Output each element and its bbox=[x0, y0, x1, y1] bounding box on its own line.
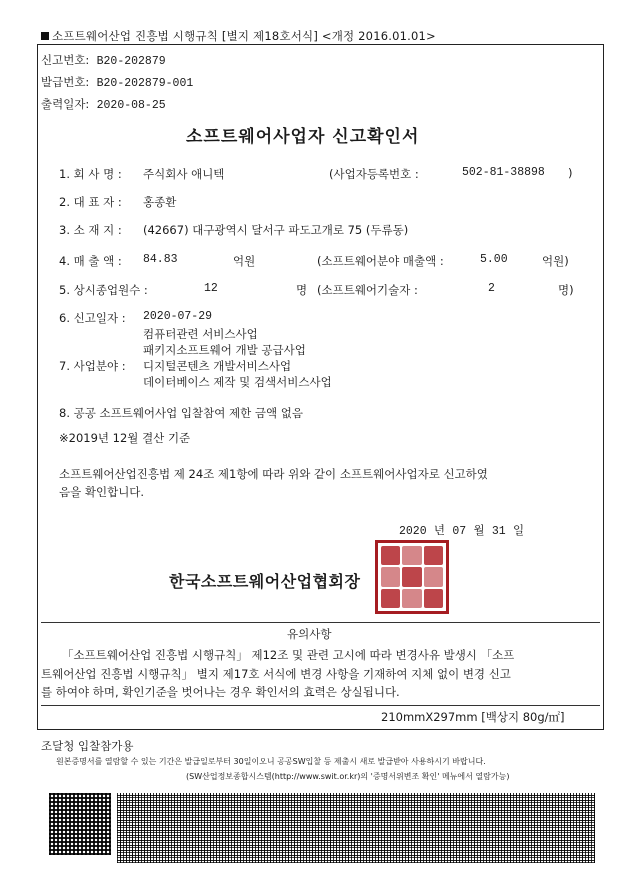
notice-line-3: 를 하여야 하며, 확인기준을 벗어나는 경우 확인서의 효력은 상실됩니다. bbox=[41, 685, 400, 699]
form-reference: 소프트웨어산업 진흥법 시행규칙 [별지 제18호서식] <개정 2016.01.01> bbox=[41, 28, 436, 44]
sw-sales-value: 5.00 bbox=[480, 253, 508, 266]
qr-code bbox=[49, 793, 111, 855]
business-field-2: 패키지소프트웨어 개발 공급사업 bbox=[143, 343, 306, 357]
business-field-label: 7. 사업분야 : bbox=[59, 359, 126, 373]
sales-value: 84.83 bbox=[143, 253, 178, 266]
ceo-name: 홍종환 bbox=[143, 195, 177, 209]
site-note: (SW산업정보종합시스템(http://www.swit.or.kr)의 '증명서위변조 확인' 메뉴에서 열람가능) bbox=[186, 772, 510, 781]
notice-heading: 유의사항 bbox=[287, 627, 332, 641]
issue-date: 2020 년 07 월 31 일 bbox=[399, 523, 525, 538]
page-title: 소프트웨어사업자 신고확인서 bbox=[186, 127, 420, 147]
report-date: 2020-07-29 bbox=[143, 310, 213, 323]
address: (42667) 대구광역시 달서구 파도고개로 75 (두류동) bbox=[143, 223, 409, 237]
paper-spec: 210mmX297mm [백상지 80g/㎡] bbox=[381, 710, 565, 724]
report-number: 신고번호: B20-202879 bbox=[41, 53, 166, 68]
sales-unit: 억원 bbox=[233, 254, 256, 268]
confirmation-text-2: 음을 확인합니다. bbox=[59, 485, 145, 499]
sw-sales-label: (소프트웨어분야 매출액 : bbox=[317, 254, 444, 268]
business-field-3: 디지털콘텐츠 개발서비스사업 bbox=[143, 359, 292, 373]
print-date: 출력일자: 2020-08-25 bbox=[41, 97, 166, 112]
procurement-use: 조달청 입찰참가용 bbox=[41, 739, 134, 753]
settlement-note: ※2019년 12월 결산 기준 bbox=[59, 431, 191, 445]
employees-unit: 명 bbox=[296, 283, 308, 297]
confirmation-text-1: 소프트웨어산업진흥법 제 24조 제1항에 따라 위와 같이 소프트웨어사업자로 신고하였 bbox=[59, 467, 488, 481]
sales-label: 4. 매 출 액 : bbox=[59, 254, 122, 268]
sw-tech-label: (소프트웨어기술자 : bbox=[317, 283, 418, 297]
issue-number: 발급번호: B20-202879-001 bbox=[41, 75, 194, 90]
company-label: 1. 회 사 명 : bbox=[59, 167, 122, 181]
bid-limit: 8. 공공 소프트웨어사업 입찰참여 제한 금액 없음 bbox=[59, 406, 303, 420]
sw-tech-value: 2 bbox=[488, 282, 495, 295]
2d-barcode bbox=[117, 793, 595, 863]
issuer-name: 한국소프트웨어산업협회장 bbox=[169, 572, 361, 591]
biz-reg-close: ) bbox=[568, 166, 573, 180]
biz-reg-number: 502-81-38898 bbox=[462, 166, 545, 179]
sw-sales-unit: 억원) bbox=[542, 254, 569, 268]
employees-value: 12 bbox=[204, 282, 218, 295]
employees-label: 5. 상시종업원수 : bbox=[59, 283, 148, 297]
company-name: 주식회사 애니텍 bbox=[143, 167, 225, 181]
report-date-label: 6. 신고일자 : bbox=[59, 311, 126, 325]
ceo-label: 2. 대 표 자 : bbox=[59, 195, 122, 209]
biz-reg-label: (사업자등록번호 : bbox=[329, 167, 419, 181]
business-field-4: 데이터베이스 제작 및 검색서비스사업 bbox=[143, 375, 332, 389]
black-square-icon bbox=[41, 32, 49, 40]
official-seal-icon bbox=[375, 540, 449, 614]
notice-line-2: 트웨어산업 진흥법 시행규칙」 별지 제17호 서식에 변경 사항을 기재하여 지체 없이 변경 신고 bbox=[41, 667, 511, 681]
validity-note: 원본증명서를 열람할 수 있는 기간은 발급일로부터 30일이오니 공공SW입찰 등 제출시 새로 발급받아 사용하시기 바랍니다. bbox=[56, 757, 486, 766]
sw-tech-unit: 명) bbox=[558, 283, 574, 297]
notice-line-1: 「소프트웨어산업 진흥법 시행규칙」 제12조 및 관련 고시에 따라 변경사유 발생시 「소프 bbox=[62, 648, 515, 662]
business-field-1: 컴퓨터관련 서비스사업 bbox=[143, 327, 258, 341]
address-label: 3. 소 재 지 : bbox=[59, 223, 122, 237]
